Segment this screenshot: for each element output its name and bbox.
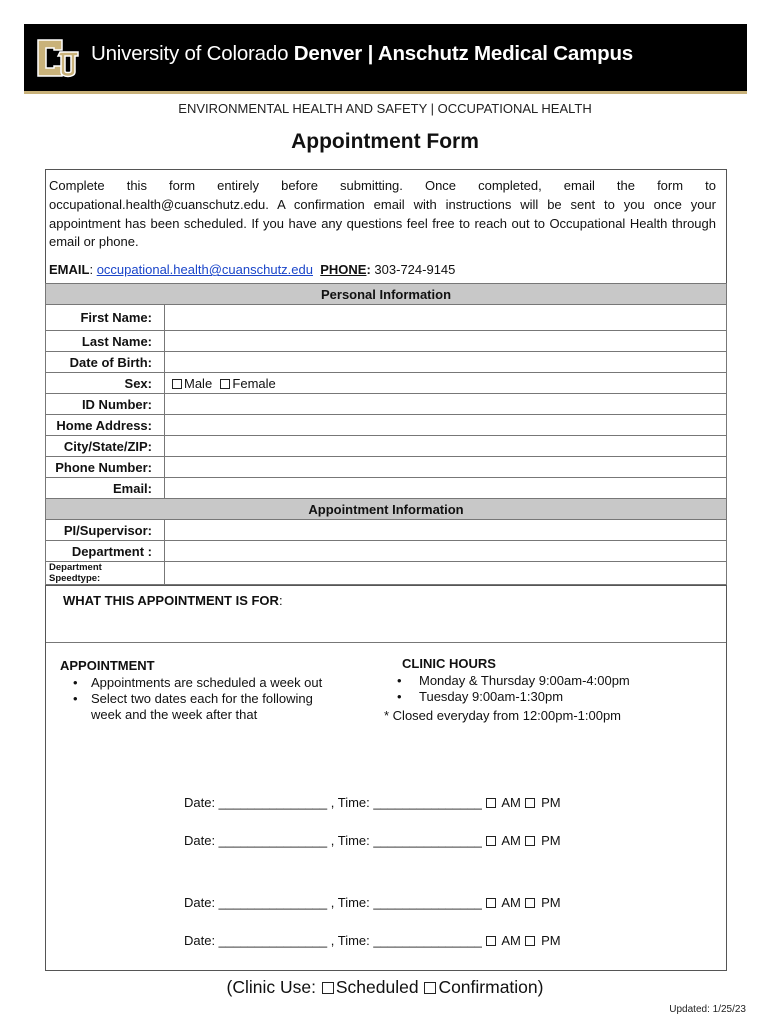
sex-label: Sex: (46, 373, 165, 394)
list-item: • Monday & Thursday 9:00am-4:00pm (384, 673, 684, 689)
header-banner (24, 24, 747, 94)
closed-note: * Closed everyday from 12:00pm-1:00pm (384, 708, 622, 723)
home-address-field[interactable] (165, 415, 727, 436)
dob-label: Date of Birth: (46, 352, 165, 373)
instructions-box (45, 169, 727, 283)
pm-checkbox[interactable] (525, 836, 535, 846)
appointment-info-heading: Appointment Information (46, 499, 727, 520)
date-slot-4[interactable]: Date: _______________ , Time: _______________ AM PM (184, 933, 561, 948)
updated-date: Updated: 1/25/23 (669, 1004, 746, 1015)
female-checkbox[interactable] (220, 379, 230, 389)
last-name-label: Last Name: (46, 331, 165, 352)
instructions-text: Complete this form entirely before submitting. Once completed, email the form to occupational.health@cuanschutz.edu. A confirmation email with instructions will be sent to you once your appointment has been scheduled. If you have any questions feel free to reach out to Occupational Health through email or phone. (49, 178, 716, 250)
personal-info-table (45, 283, 727, 585)
contact-line: EMAIL: occupational.health@cuanschutz.edu PHONE: 303-724-9145 (49, 262, 456, 278)
scheduled-checkbox[interactable] (322, 982, 334, 994)
email-label: Email: (46, 478, 165, 499)
department-field[interactable] (165, 541, 727, 562)
clinic-use-line: (Clinic Use: Scheduled Confirmation) (226, 977, 544, 997)
last-name-field[interactable] (165, 331, 727, 352)
city-state-zip-label: City/State/ZIP: (46, 436, 165, 457)
appointment-notes (60, 658, 335, 723)
male-checkbox[interactable] (172, 379, 182, 389)
home-address-label: Home Address: (46, 415, 165, 436)
email-field[interactable] (165, 478, 727, 499)
id-number-label: ID Number: (46, 394, 165, 415)
phone-label: PHONE (320, 262, 367, 278)
am-checkbox[interactable] (486, 898, 496, 908)
speedtype-label: Department Speedtype: (46, 562, 165, 585)
department-line: ENVIRONMENTAL HEALTH AND SAFETY | OCCUPATIONAL HEALTH (178, 101, 592, 116)
pm-checkbox[interactable] (525, 936, 535, 946)
institution-light: University of Colorado (91, 42, 289, 65)
cu-logo-icon (34, 34, 82, 82)
am-checkbox[interactable] (486, 936, 496, 946)
list-item: • Appointments are scheduled a week out (60, 675, 335, 691)
institution-name (91, 42, 633, 66)
purpose-label: WHAT THIS APPOINTMENT IS FOR: (63, 593, 283, 608)
appointment-heading: APPOINTMENT (60, 658, 155, 673)
phone-field[interactable] (165, 457, 727, 478)
id-number-field[interactable] (165, 394, 727, 415)
clinic-hours-heading: CLINIC HOURS (402, 656, 496, 671)
date-slot-3[interactable]: Date: _______________ , Time: _______________ AM PM (184, 895, 561, 910)
list-item: • Tuesday 9:00am-1:30pm (384, 689, 684, 705)
list-item: • Select two dates each for the following week and the week after that (60, 691, 335, 723)
personal-info-heading: Personal Information (46, 284, 727, 305)
date-slot-1[interactable]: Date: _______________ , Time: _______________ AM PM (184, 795, 561, 810)
date-slot-2[interactable]: Date: _______________ , Time: _______________ AM PM (184, 833, 561, 848)
male-label: Male (184, 375, 213, 391)
page-title: Appointment Form (291, 130, 479, 153)
email-link[interactable]: occupational.health@cuanschutz.edu (96, 262, 313, 278)
divider (46, 642, 726, 643)
clinic-hours (384, 656, 684, 724)
speedtype-field[interactable] (165, 562, 727, 585)
first-name-label: First Name: (46, 305, 165, 331)
am-checkbox[interactable] (486, 836, 496, 846)
phone-label: Phone Number: (46, 457, 165, 478)
pm-checkbox[interactable] (525, 898, 535, 908)
confirmation-checkbox[interactable] (424, 982, 436, 994)
first-name-field[interactable] (165, 305, 727, 331)
sex-field (165, 373, 727, 394)
institution-bold: Denver | Anschutz Medical Campus (293, 42, 633, 65)
phone-number: 303-724-9145 (374, 262, 456, 278)
email-label: EMAIL (49, 262, 90, 278)
department-label: Department : (46, 541, 165, 562)
appointment-box (45, 585, 727, 971)
pi-supervisor-field[interactable] (165, 520, 727, 541)
dob-field[interactable] (165, 352, 727, 373)
female-label: Female (232, 375, 276, 391)
pm-checkbox[interactable] (525, 798, 535, 808)
am-checkbox[interactable] (486, 798, 496, 808)
pi-supervisor-label: PI/Supervisor: (46, 520, 165, 541)
city-state-zip-field[interactable] (165, 436, 727, 457)
